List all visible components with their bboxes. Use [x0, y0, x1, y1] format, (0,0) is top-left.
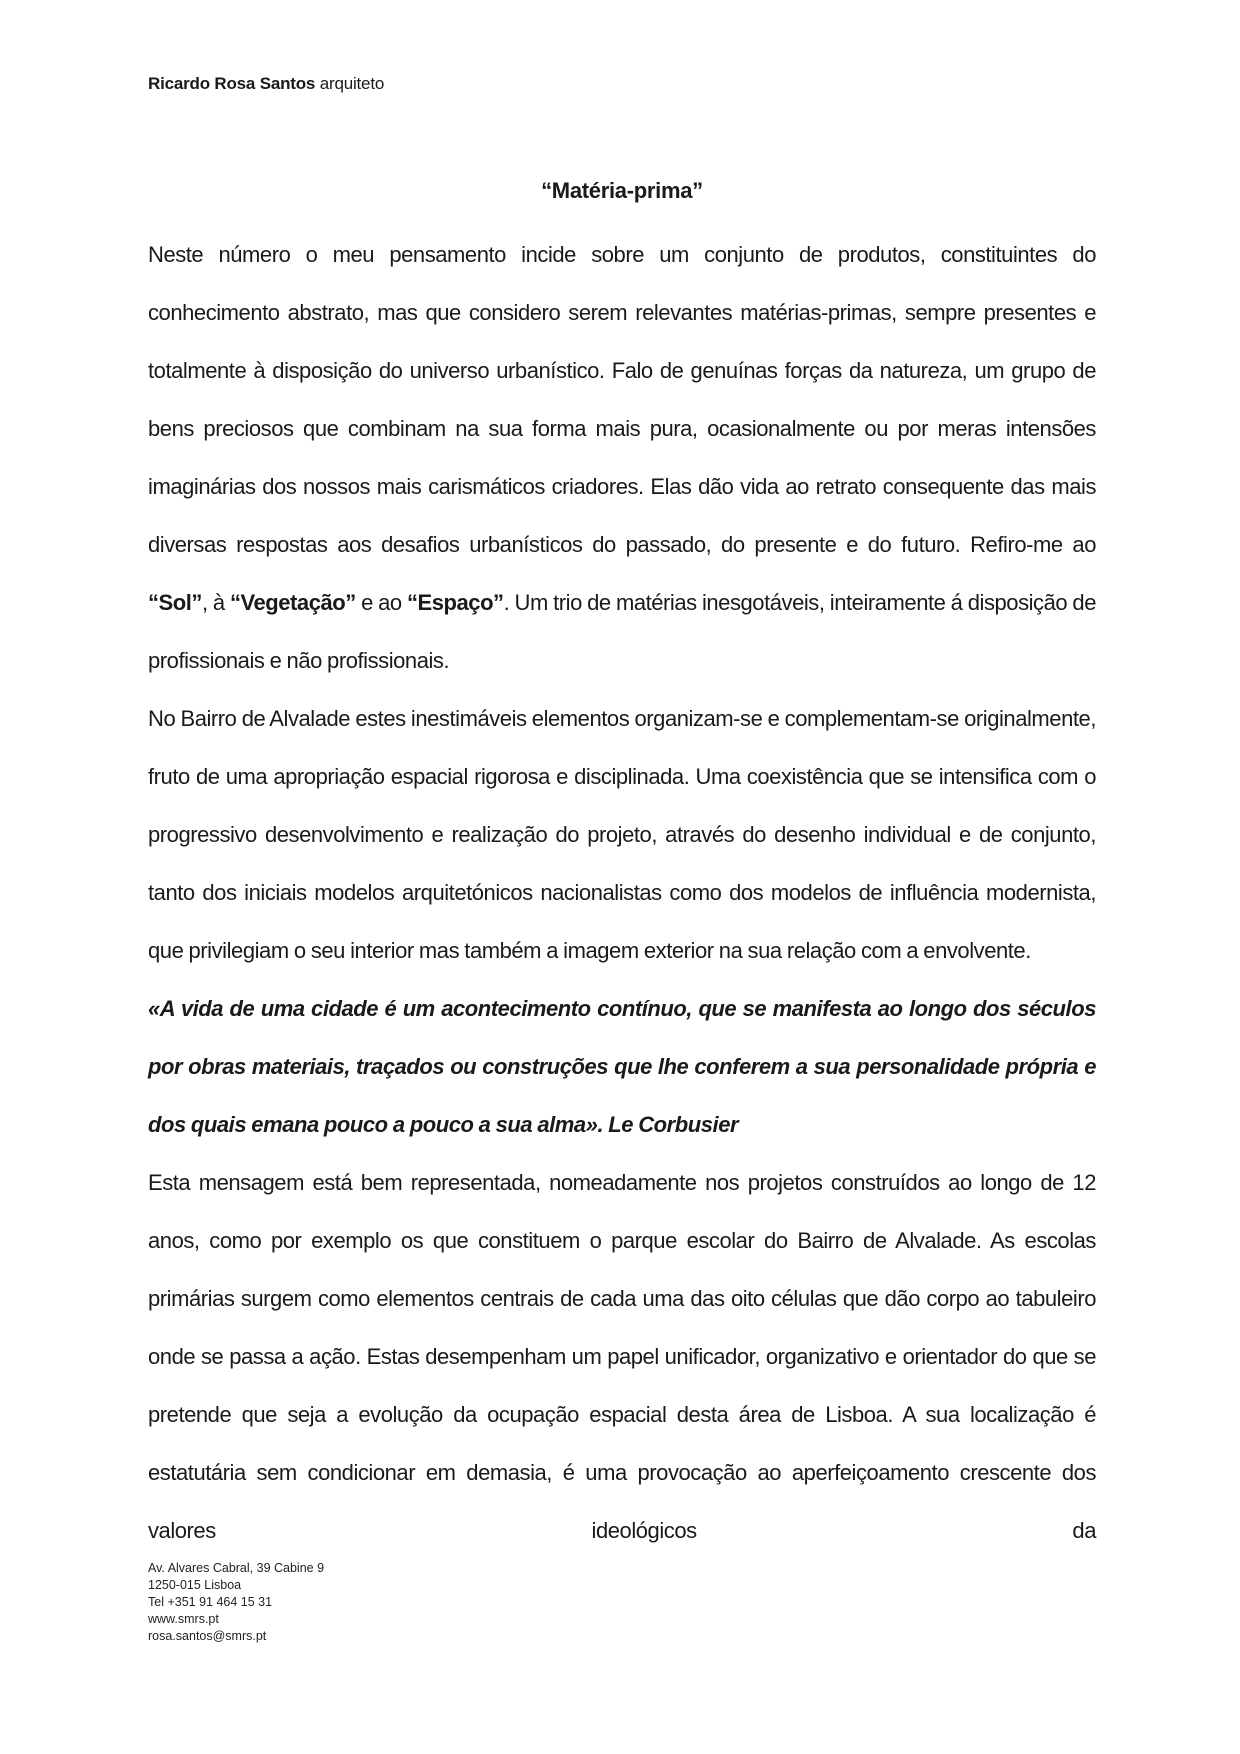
footer-email[interactable]: rosa.santos@smrs.pt [148, 1629, 267, 1643]
emphasis-vegetacao: “Vegetação” [229, 590, 356, 615]
footer-postal: 1250-015 Lisboa [148, 1578, 242, 1592]
footer-website[interactable]: www.smrs.pt [148, 1612, 219, 1626]
document-body [148, 226, 1096, 1560]
paragraph-1-text: Neste número o meu pensamento incide sobre um conjunto de produtos, constituintes do conhecimento abstrato, mas que considero serem relevantes matérias-primas, sempre presentes e totalmente à disposição do universo urbanístico. Falo de genuínas forças da natureza, um grupo de bens preciosos que combinam na sua forma mais pura, ocasionalmente ou por meras intensões imaginárias dos nossos mais carismáticos criadores. Elas dão vida ao retrato consequente das mais diversas respostas aos desafios urbanísticos do passado, do presente e do futuro. Refiro-me ao [148, 242, 1096, 557]
footer-phone: Tel +351 91 464 15 31 [148, 1595, 273, 1609]
paragraph-1-text: , à [201, 590, 230, 615]
letterhead [148, 74, 384, 94]
paragraph-1-text: . Um trio de matérias inesgotáveis, inteiramente á disposição de profissionais e não profissionais. [148, 590, 1097, 673]
footer-address: Av. Alvares Cabral, 39 Cabine 9 [148, 1561, 325, 1575]
emphasis-espaco: “Espaço” [406, 590, 504, 615]
paragraph-3: Esta mensagem está bem representada, nomeadamente nos projetos construídos ao longo de 12 anos, como por exemplo os que constituem o parque escolar do Bairro de Alvalade. As escolas primárias surgem como elementos centrais de cada uma das oito células que dão corpo ao tabuleiro onde se passa a ação. Estas desempenham um papel unificador, organizativo e orientador do que se pretende que seja a evolução da ocupação espacial desta área de Lisboa. A sua localização é estatutária sem condicionar em demasia, é uma provocação ao aperfeiçoamento crescente dos valores ideológicos da [148, 1170, 1096, 1543]
author-name: Ricardo Rosa Santos [148, 74, 316, 93]
quote-le-corbusier: «A vida de uma cidade é um acontecimento contínuo, que se manifesta ao longo dos séculos por obras materiais, traçados ou construções que lhe conferem a sua personalidade própria e dos quais emana pouco a pouco a sua alma». Le Corbusier [148, 996, 1096, 1137]
paragraph-1 [148, 226, 1096, 690]
emphasis-sol: “Sol” [148, 590, 202, 615]
document-title: “Matéria-prima” [541, 178, 703, 203]
footer-contact [148, 1560, 324, 1645]
paragraph-2: No Bairro de Alvalade estes inestimáveis elementos organizam-se e complementam-se originalmente, fruto de uma apropriação espacial rigorosa e disciplinada. Uma coexistência que se intensifica com o progressivo desenvolvimento e realização do projeto, através do desenho individual e de conjunto, tanto dos iniciais modelos arquitetónicos nacionalistas como dos modelos de influência modernista, que privilegiam o seu interior mas também a imagem exterior na sua relação com a envolvente. [148, 706, 1096, 963]
paragraph-1-text: e ao [355, 590, 407, 615]
author-role: arquiteto [319, 74, 385, 93]
